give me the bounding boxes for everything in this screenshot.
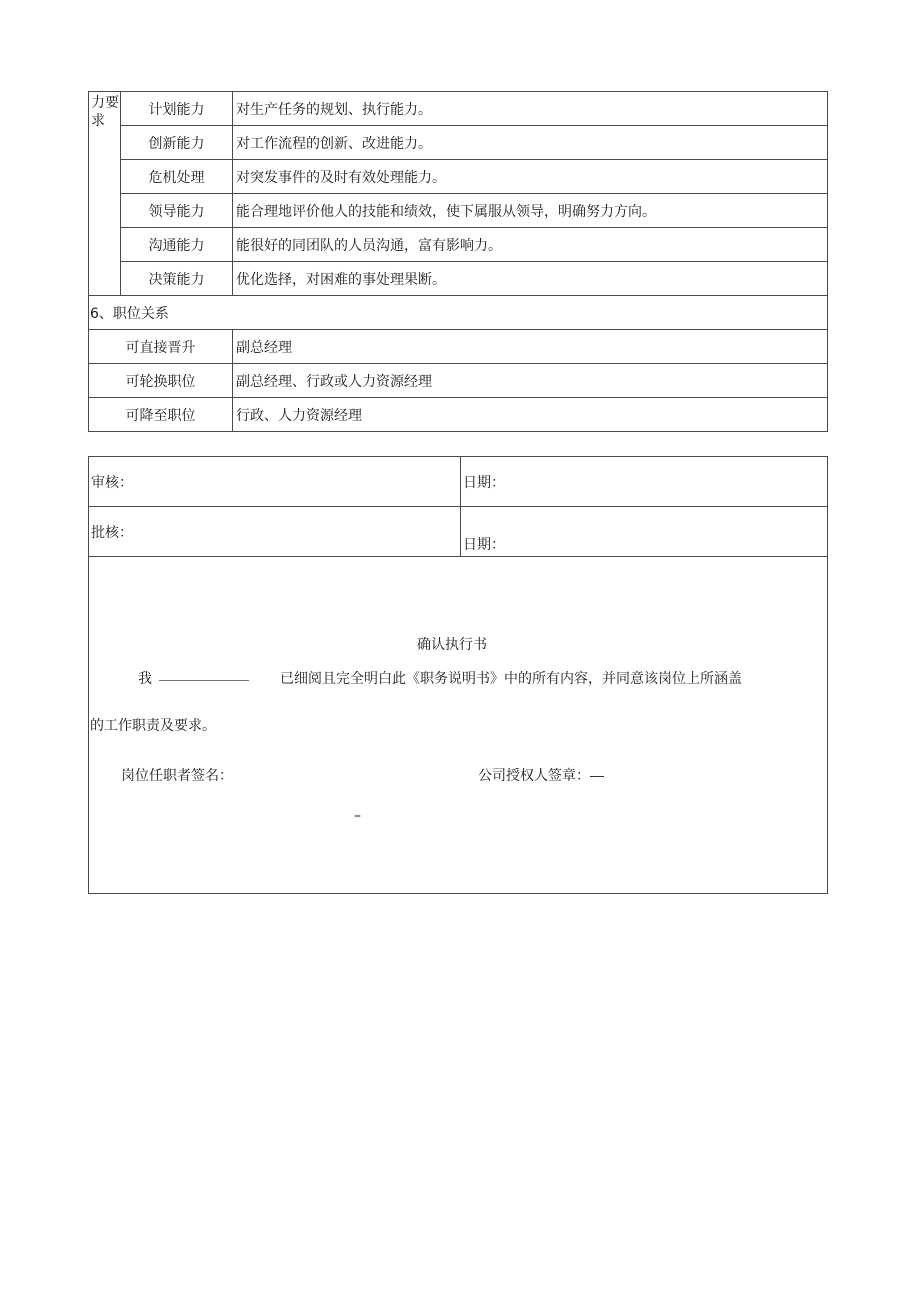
ability-name: 沟通能力 bbox=[121, 228, 233, 262]
confirm-row bbox=[89, 557, 828, 894]
ability-name: 危机处理 bbox=[121, 160, 233, 194]
ability-desc: 能合理地评价他人的技能和绩效，使下属服从领导，明确努力方向。 bbox=[233, 194, 828, 228]
relation-value: 副总经理、行政或人力资源经理 bbox=[233, 364, 828, 398]
table-row bbox=[89, 330, 828, 364]
review-label: 审核： bbox=[89, 457, 461, 507]
relation-name: 可直接晋升 bbox=[89, 330, 233, 364]
ability-name: 创新能力 bbox=[121, 126, 233, 160]
date-dash: – bbox=[354, 808, 361, 824]
review-date-label: 日期： bbox=[461, 457, 828, 507]
company-sign-blank bbox=[590, 776, 604, 777]
confirm-prefix: 我 bbox=[138, 671, 152, 687]
relations-title: 6、职位关系 bbox=[89, 296, 828, 330]
ability-name: 领导能力 bbox=[121, 194, 233, 228]
approval-table bbox=[88, 456, 828, 894]
ability-name: 决策能力 bbox=[121, 262, 233, 296]
confirm-title: 确认执行书 bbox=[417, 637, 487, 653]
name-blank-line bbox=[159, 669, 249, 685]
ability-desc: 对工作流程的创新、改进能力。 bbox=[233, 126, 828, 160]
relation-value: 副总经理 bbox=[233, 330, 828, 364]
ability-category-label: 力要求 bbox=[89, 92, 121, 296]
ability-desc: 优化选择，对困难的事处理果断。 bbox=[233, 262, 828, 296]
approve-row bbox=[89, 507, 828, 557]
table-row bbox=[89, 194, 828, 228]
relation-value: 行政、人力资源经理 bbox=[233, 398, 828, 432]
ability-desc: 对突发事件的及时有效处理能力。 bbox=[233, 160, 828, 194]
table-row bbox=[89, 126, 828, 160]
ability-desc: 对生产任务的规划、执行能力。 bbox=[233, 92, 828, 126]
table-row bbox=[89, 262, 828, 296]
ability-relations-table bbox=[88, 91, 828, 432]
relation-name: 可轮换职位 bbox=[89, 364, 233, 398]
ability-name: 计划能力 bbox=[121, 92, 233, 126]
table-row bbox=[89, 364, 828, 398]
confirm-section bbox=[89, 557, 828, 894]
table-row bbox=[89, 228, 828, 262]
company-sign-label bbox=[478, 765, 604, 785]
confirm-line2: 的工作职责及要求。 bbox=[90, 718, 216, 734]
company-sign-text: 公司授权人签章： bbox=[478, 768, 590, 784]
confirm-line1: 已细阅且完全明白此《职务说明书》中的所有内容，并同意该岗位上所涵盖 bbox=[280, 671, 742, 687]
approve-label: 批核： bbox=[89, 507, 461, 557]
review-row bbox=[89, 457, 828, 507]
table-row bbox=[89, 398, 828, 432]
table-row bbox=[89, 160, 828, 194]
approve-date-label: 日期： bbox=[461, 507, 828, 557]
employee-sign-label: 岗位任职者签名： bbox=[121, 768, 233, 784]
table-row bbox=[89, 92, 828, 126]
section-header-row bbox=[89, 296, 828, 330]
ability-desc: 能很好的同团队的人员沟通，富有影响力。 bbox=[233, 228, 828, 262]
relation-name: 可降至职位 bbox=[89, 398, 233, 432]
